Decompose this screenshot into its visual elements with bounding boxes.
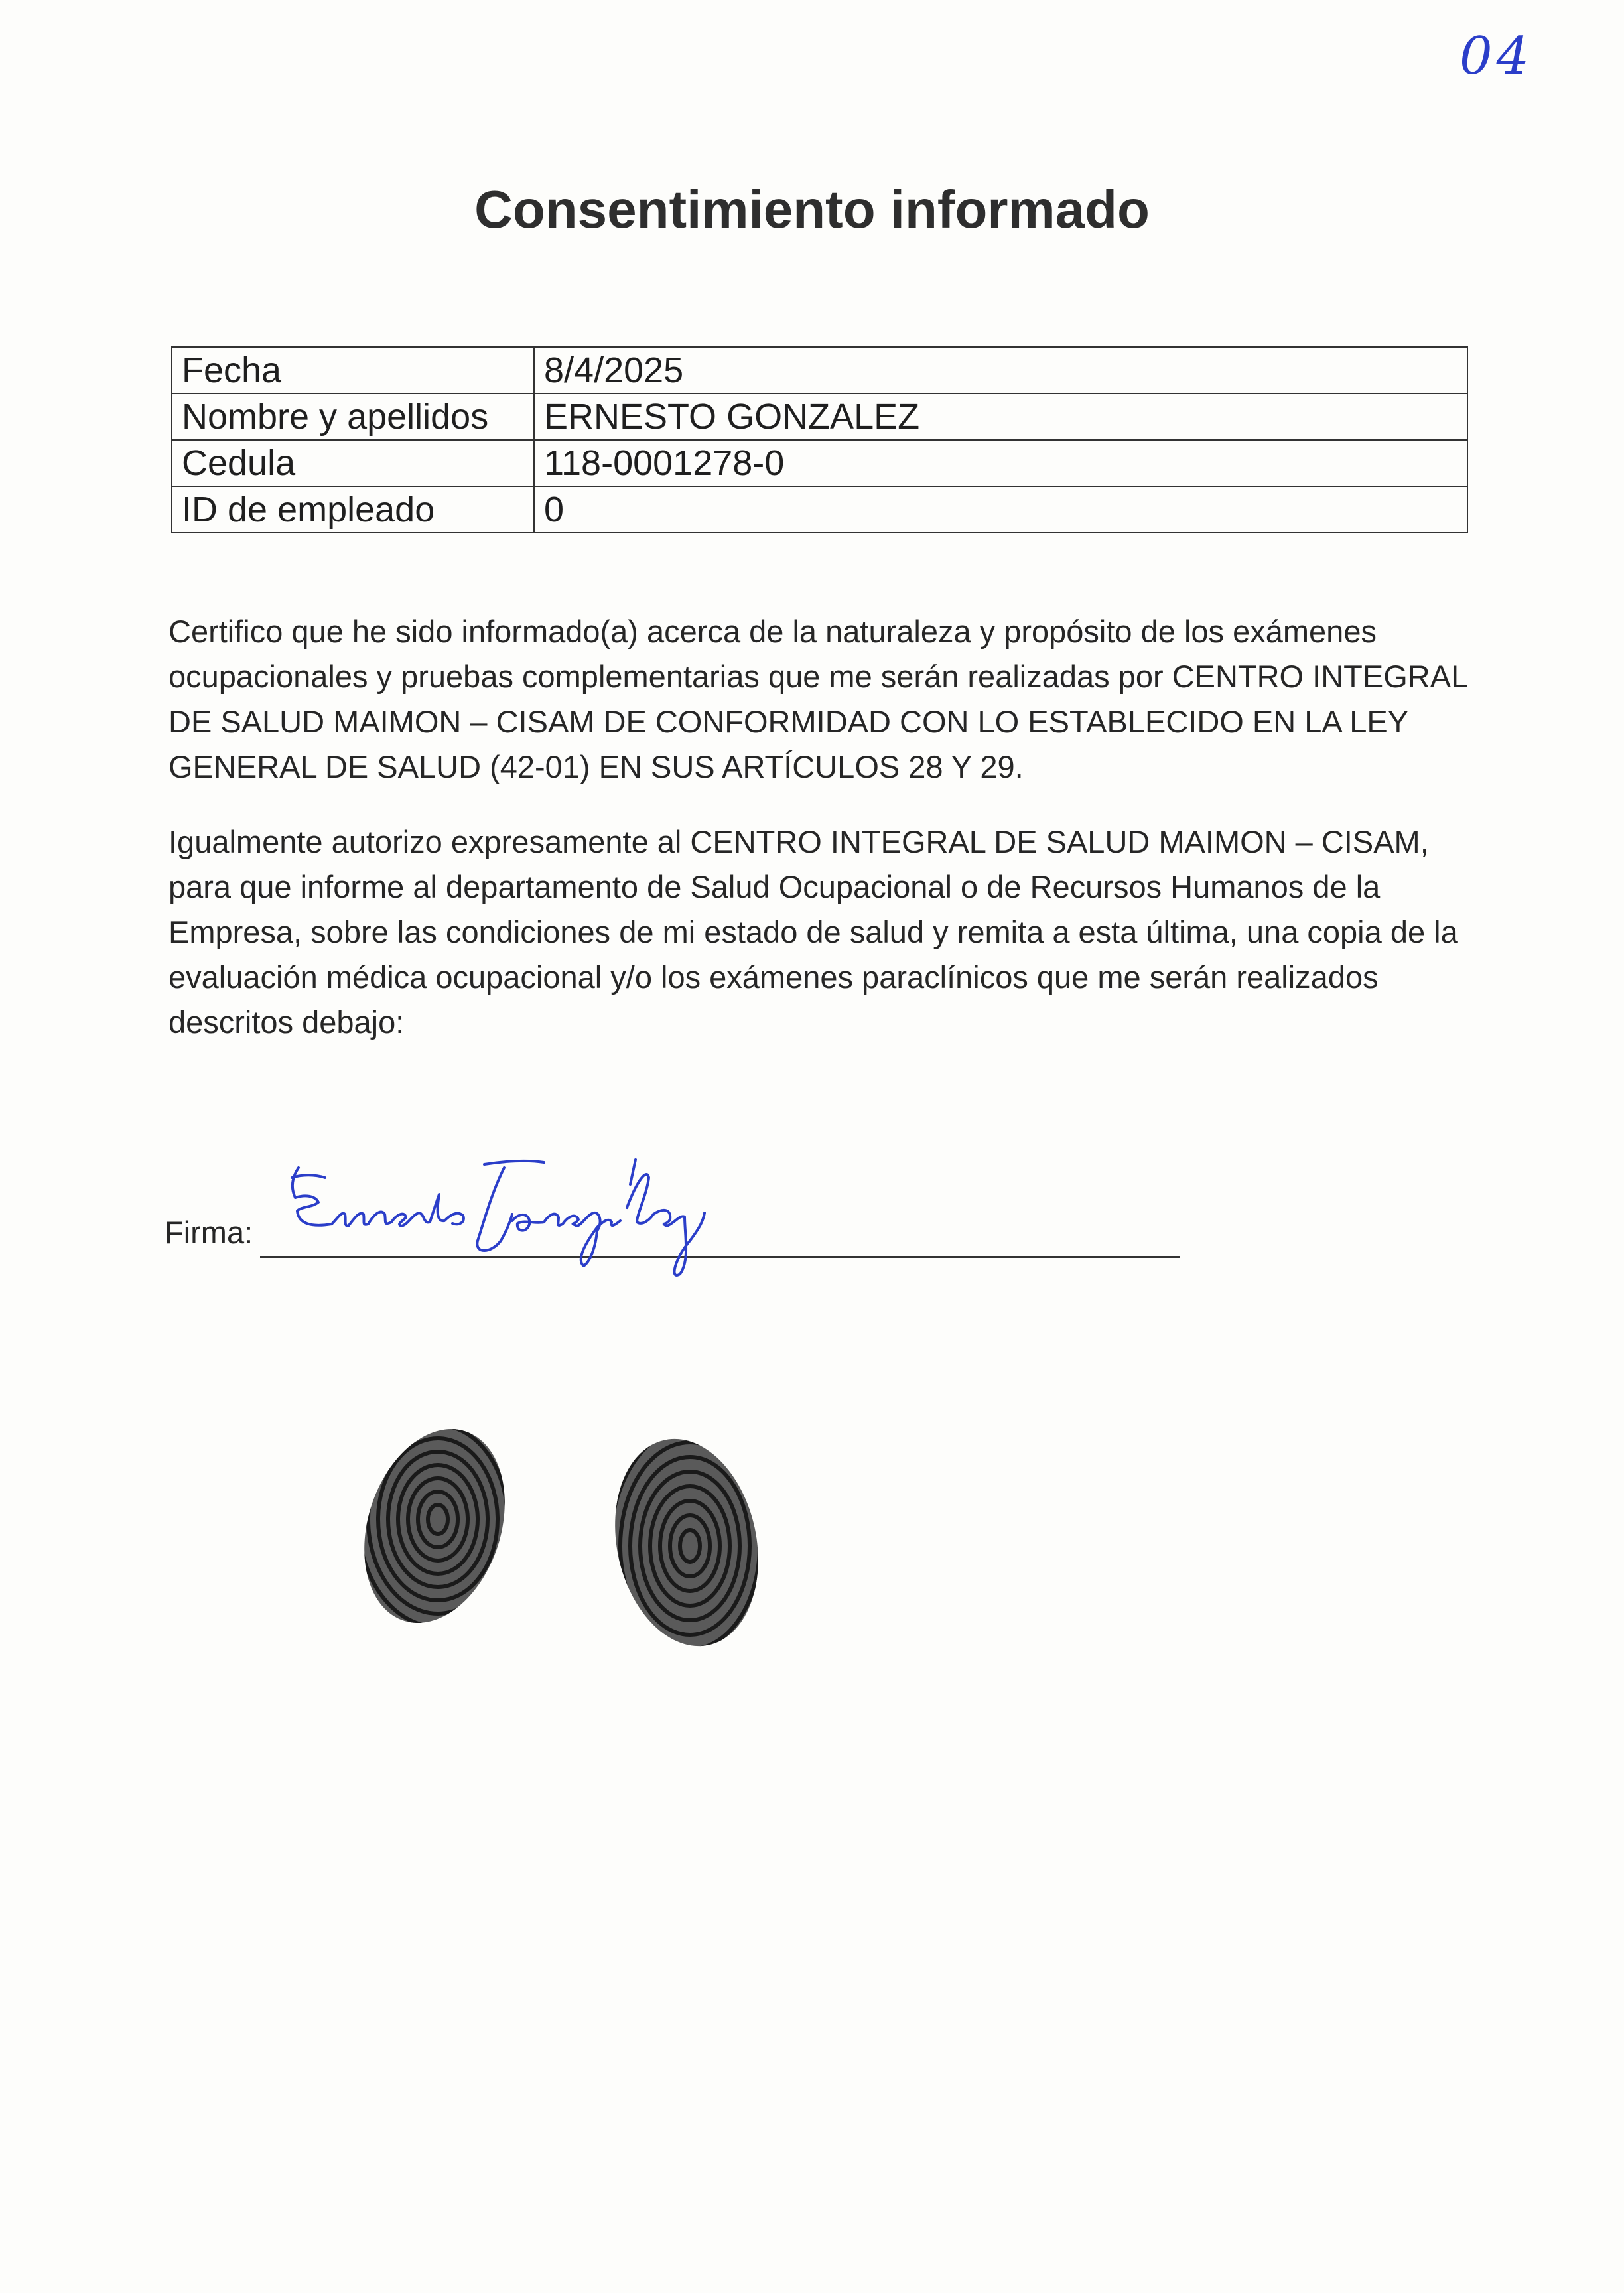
info-table xyxy=(171,346,1468,533)
name-value: ERNESTO GONZALEZ xyxy=(534,393,1467,440)
table-row xyxy=(172,440,1467,486)
handwritten-signature xyxy=(265,1148,809,1300)
authorization-paragraph: Igualmente autorizo expresamente al CENTRO INTEGRAL DE SALUD MAIMON – CISAM, para que informe al departamento de Salud Ocupacional o de Recursos Humanos de la Empresa, sobre las condiciones de mi estado de salud y remita a esta última, una copia de la evaluación médica ocupacional y/o los exámenes paraclínicos que me serán realizados descritos debajo: xyxy=(169,824,1458,1040)
fingerprint-left xyxy=(348,1407,521,1645)
document-title: Consentimiento informado xyxy=(474,180,1150,239)
page-number: 04 xyxy=(1459,27,1534,86)
employee-id-value: 0 xyxy=(534,486,1467,533)
certification-paragraph: Certifico que he sido informado(a) acerca de la naturaleza y propósito de los exámenes ocupacionales y pruebas complementarias que me serán realizadas por CENTRO INTEGRAL DE SALUD MAIMON – CISAM DE CONFORMIDAD CON LO ESTABLECIDO EN LA LEY GENERAL DE SALUD (42-01) EN SUS ARTÍCULOS 28 Y 29. xyxy=(169,614,1467,784)
cedula-label: Cedula xyxy=(172,440,534,486)
date-label: Fecha xyxy=(172,347,534,393)
cedula-value: 118-0001278-0 xyxy=(534,440,1467,486)
fingerprint-right xyxy=(604,1420,770,1665)
table-row xyxy=(172,486,1467,533)
table-row xyxy=(172,347,1467,393)
name-label: Nombre y apellidos xyxy=(172,393,534,440)
employee-id-label: ID de empleado xyxy=(172,486,534,533)
signature-label: Firma: xyxy=(165,1215,253,1250)
table-row xyxy=(172,393,1467,440)
date-value: 8/4/2025 xyxy=(534,347,1467,393)
